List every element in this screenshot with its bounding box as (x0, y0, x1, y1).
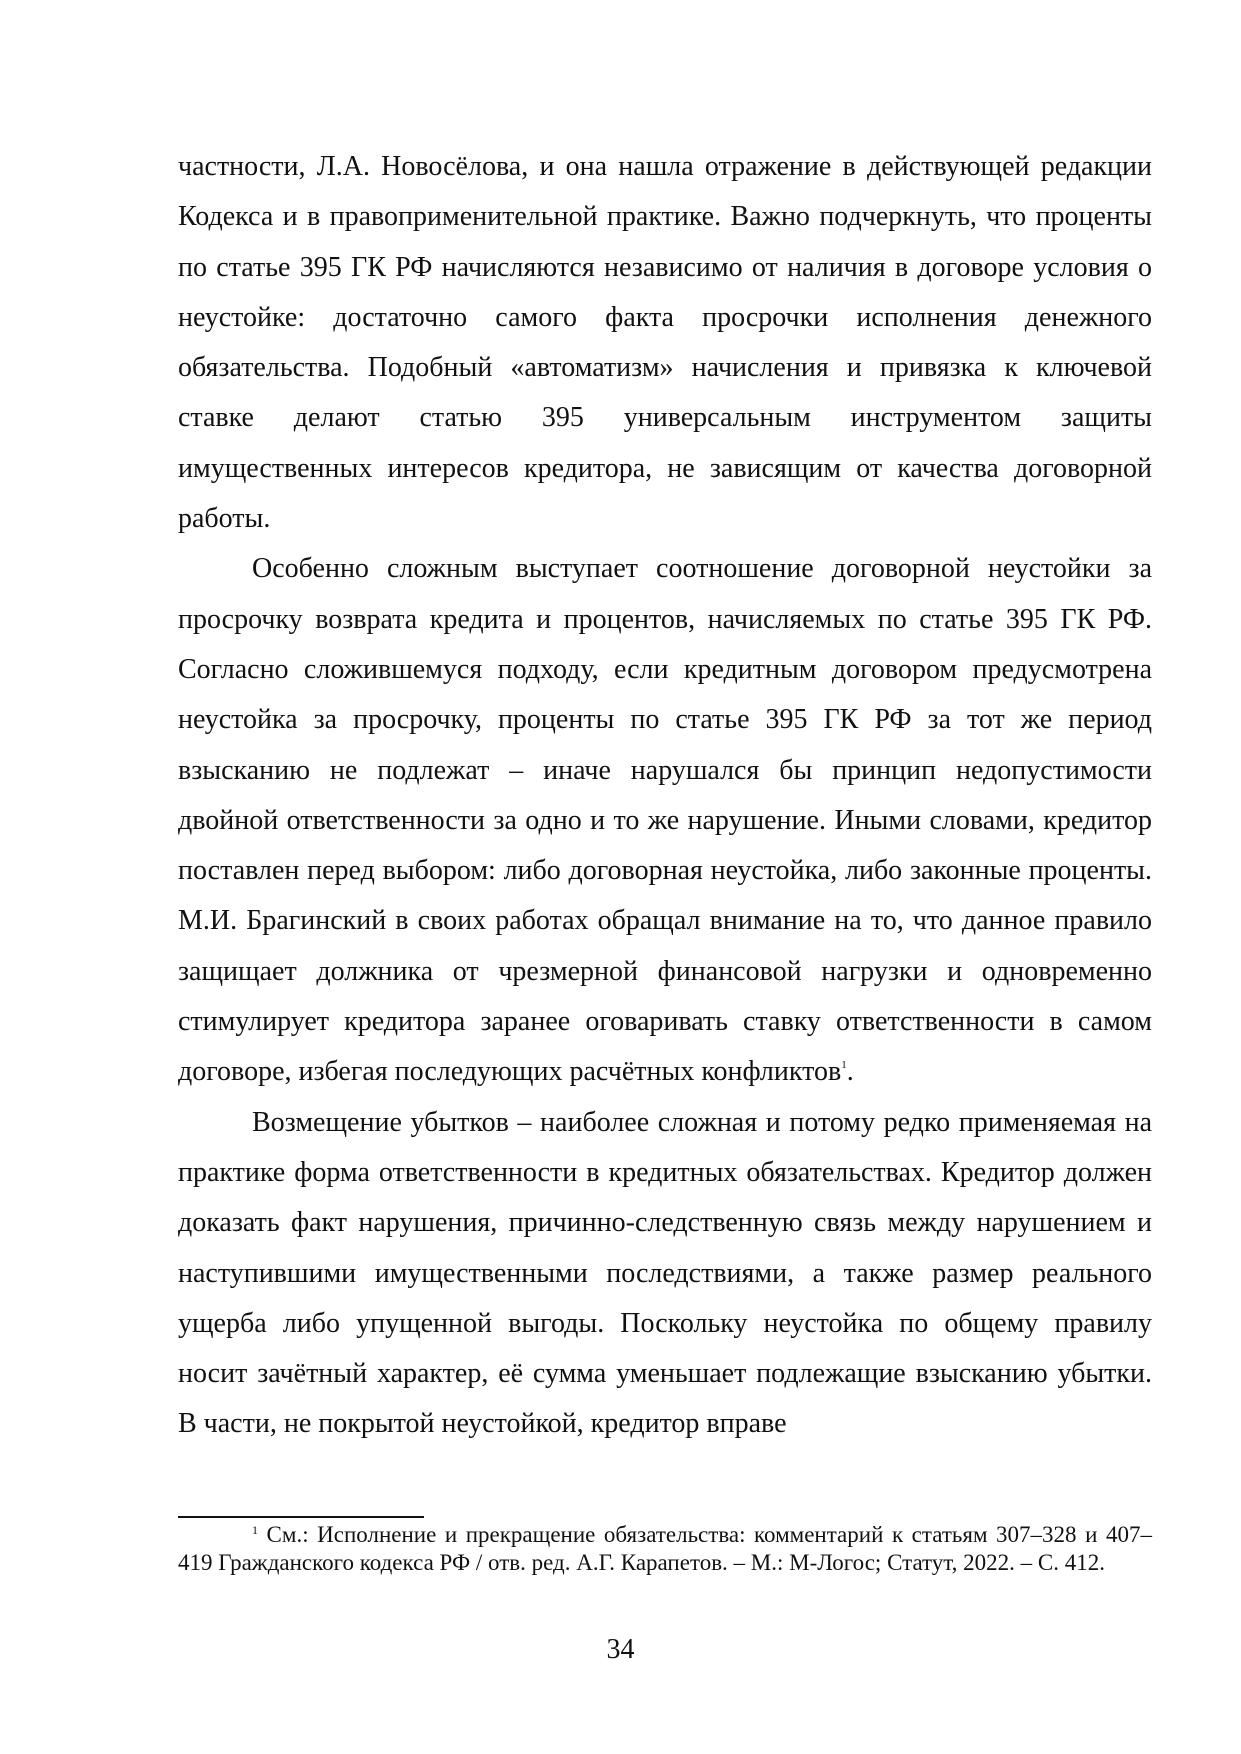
paragraph-text: частности, Л.А. Новосёлова, и она нашла отражение в действующей редакции Кодекса и в правоприменительной практике. Важно подчеркнуть, что проценты по статье 395 ГК РФ начисляются независимо от наличия в договоре условия о неустойке: достаточно самого факта просрочки исполнения денежного обязательства. Подобный «автоматизм» начисления и привязка к ключевой ставке делают статью 395 универсальным инструментом защиты имущественных интересов кредитора, не зависящим от качества договорной работы. (178, 151, 1152, 535)
paragraph-neustoika-vs-interest (178, 544, 1152, 1097)
footnote-separator (178, 1516, 424, 1518)
footnote-text: См.: Исполнение и прекращение обязательства: комментарий к статьям 307–328 и 407–419 Гражданского кодекса РФ / отв. ред. А.Г. Карапетов. – М.: М-Логос; Статут, 2022. – С. 412. (178, 1522, 1152, 1575)
footnote-mark: 1 (252, 1523, 258, 1537)
paragraph-text: Возмещение убытков – наиболее сложная и потому редко применяемая на практике форма ответственности в кредитных обязательствах. Кредитор должен доказать факт нарушения, причинно-следственную связь между нарушением и наступившими имущественными последствиями, а также размер реального ущерба либо упущенной выгоды. Поскольку неустойка по общему правилу носит зачётный характер, её сумма уменьшает подлежащие взысканию убытки. В части, не покрытой неустойкой, кредитор вправе (178, 1106, 1152, 1440)
paragraph-continuation (178, 142, 1152, 544)
paragraph-text: Особенно сложным выступает соотношение договорной неустойки за просрочку возврата кредита и процентов, начисляемых по статье 395 ГК РФ. Согласно сложившемуся подходу, если кредитным договором предусмотрена неустойка за просрочку, проценты по статье 395 ГК РФ за тот же период взысканию не подлежат – иначе нарушался бы принцип недопустимости двойной ответственности за одно и то же нарушение. Иными словами, кредитор поставлен перед выбором: либо договорная неустойка, либо законные проценты. М.И. Брагинский в своих работах обращал внимание на то, что данное правило защищает должника от чрезмерной финансовой нагрузки и одновременно стимулирует кредитора заранее оговаривать ставку ответственности в самом договоре, избегая последующих расчётных конфликтов (178, 553, 1152, 1088)
paragraph-damages (178, 1098, 1152, 1450)
page-number: 34 (606, 1634, 635, 1665)
footnote (178, 1521, 1152, 1577)
body-text (178, 142, 1152, 1450)
footnote-reference[interactable]: 1 (841, 1059, 847, 1072)
paragraph-tail: . (846, 1056, 854, 1088)
